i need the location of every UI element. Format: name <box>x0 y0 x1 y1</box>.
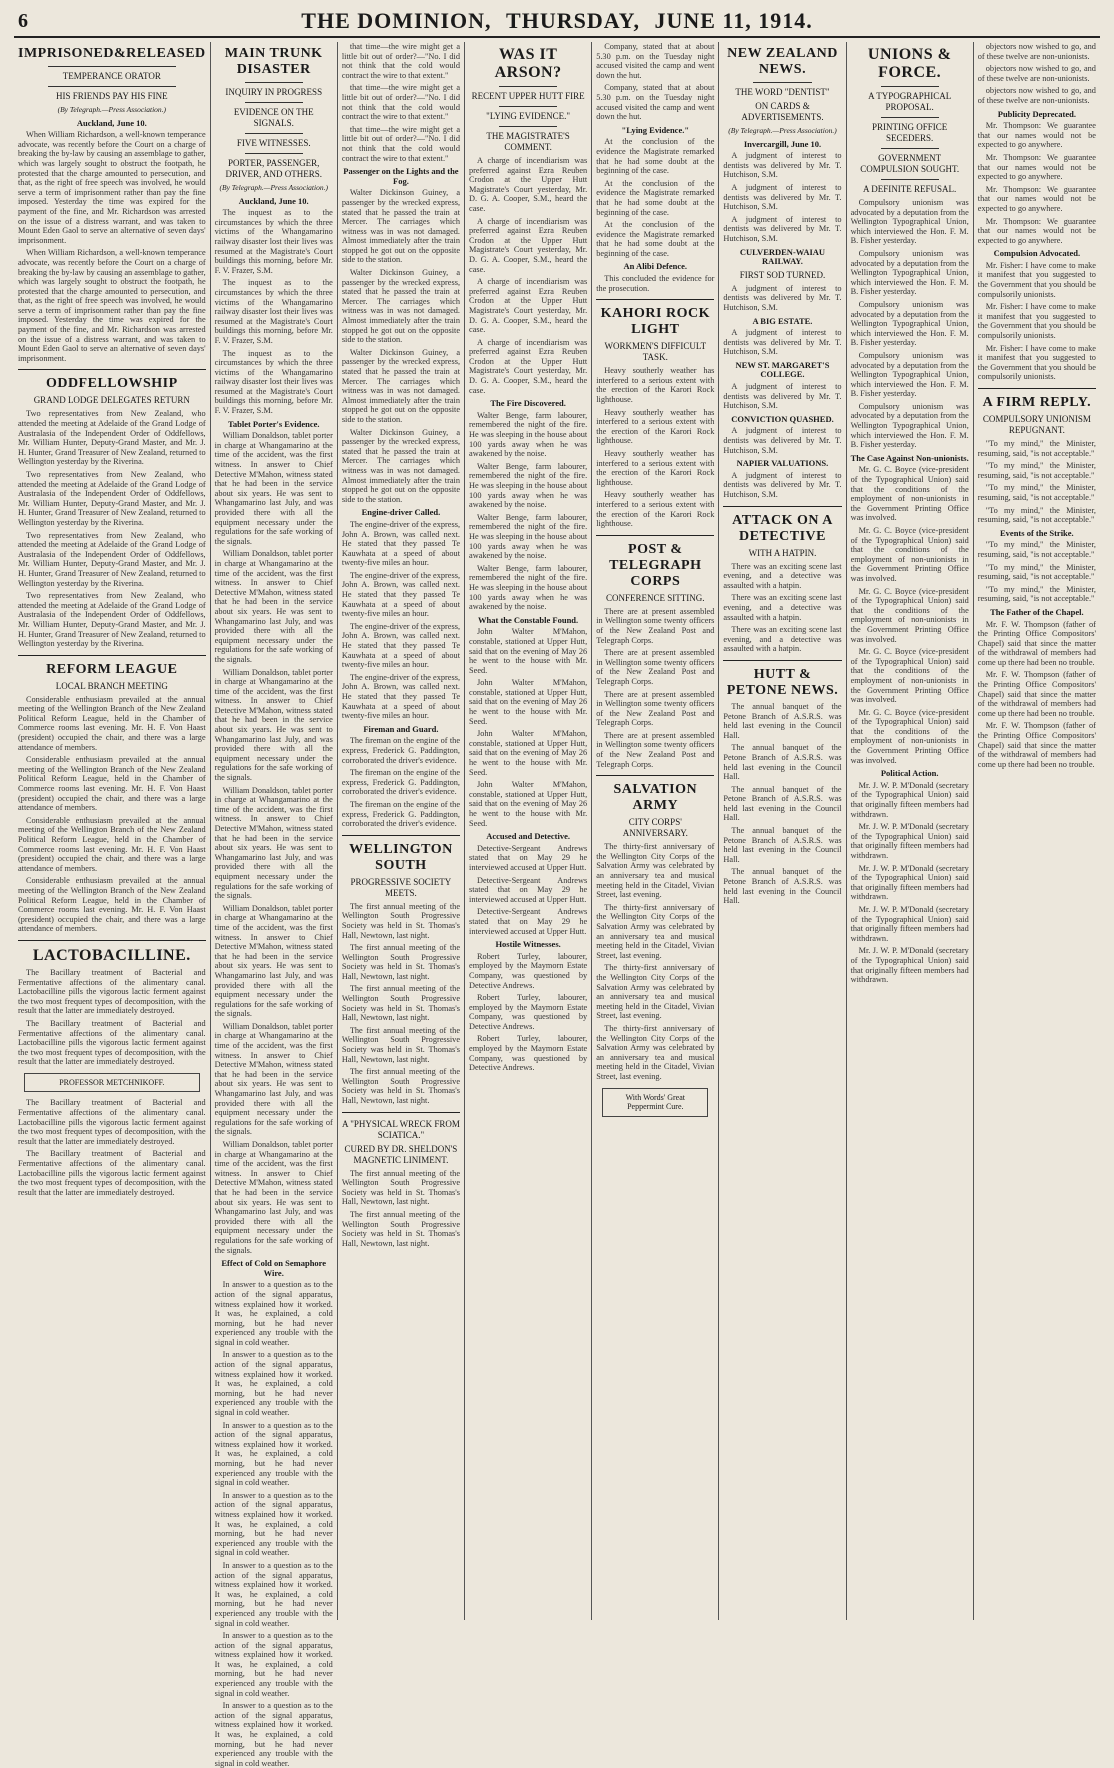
article-text: "To my mind," the Minister, resuming, said, "is not acceptable." <box>977 562 1096 582</box>
article-text: A judgment of interest to dentists was delivered by Mr. T. Hutchison, S.M. <box>723 182 842 212</box>
subheading: Effect of Cold on Semaphore Wire. <box>221 1258 327 1278</box>
place-date: Invercargill, June 10. <box>743 138 822 149</box>
article-text: Mr. J. W. P. M'Donald (secretary of the Typographical Union) said that originally fifteen members had withdrawn. <box>850 946 969 985</box>
article-text: "To my mind," the Minister, resuming, said, "is not acceptable." <box>977 505 1096 525</box>
article-text: The annual banquet of the Petone Branch of A.S.R.S. was held last evening in the Council Hall. <box>723 701 842 740</box>
article-text: The thirty-first anniversary of the Wellington City Corps of the Salvation Army was celebrated by an anniversary tea and musical meeting held in the Citadel, Vivian Street, last evening. <box>596 1023 715 1081</box>
article-text: In answer to a question as to the action of the signal apparatus, witness explained how it worked. It was, he explained, a cold morning, but he had never experienced any trouble with the signal in cold weather. <box>214 1490 333 1558</box>
article-text: Walter Dickinson Guiney, a passenger by the wrecked express, stated that he passed the train at Mercer. The carriages which witness was in was not damaged. Almost immediately after the train stopped he got out on the opposite side to the station. <box>341 427 461 504</box>
article-text: There are at present assembled in Wellington some twenty officers of the New Zealand Post and Telegraph Corps. <box>596 606 715 645</box>
article-text: The engine-driver of the express, John A. Brown, was called next. He stated that they passed Te Kauwhata at a speed of about twenty-five miles an hour. <box>341 672 461 721</box>
article-text: Robert Turley, labourer, employed by the Maymorn Estate Company, was questioned by Detective Andrews. <box>469 1034 588 1073</box>
article-text: Detective-Sergeant Andrews stated that on May 29 he interviewed accused at Upper Hutt. <box>469 875 588 904</box>
article-text: Compulsory unionism was advocated by a deputation from the Wellington Typographical Union, which interviewed the Hon. F. M. B. Fisher yesterday. <box>850 350 969 399</box>
article-text: "To my mind," the Minister, resuming, said, "is not acceptable." <box>977 584 1096 604</box>
article-text: Two representatives from New Zealand, who attended the meeting at Adelaide of the Grand Lodge of Australasia of the Independent Order of Oddfellows, Mr. William Hunter, Deputy-Grand Master, and Mr. J. H. Hunter, Grand Treasurer of New Zealand, returned to Wellington yesterday by the Riverina. <box>18 470 206 527</box>
article-text: that time—the wire might get a little bit out of order?—"No. I did not think that the cold would contract the wire to that extent." <box>341 124 461 163</box>
article-text: The fireman on the engine of the express, Frederick G. Paddington, corroborated the driver's evidence. <box>341 799 461 829</box>
headline-oddfellowship: ODDFELLOWSHIP <box>45 376 178 392</box>
article-text: Company, stated that at about 5.30 p.m. on the Tuesday night accused visited the camp and went down the hut. <box>596 42 715 80</box>
article-text: William Donaldson, tablet porter in charge at Whangamarino at the time of the accident, was the first witness. In answer to Chief Detective M'Mahon, witness stated that he had been in the service about six years. He was sent to Whangamarino last July, and was provided there with all the equipment necessary under the regulations for the safe working of the signals. <box>214 1021 333 1137</box>
subheading: Compulsion Advocated. <box>993 248 1081 259</box>
deck: HIS FRIENDS PAY HIS FINE <box>56 91 168 101</box>
article-text: Mr. Thompson: We guarantee that our names would not be expected to go anywhere. <box>977 216 1096 245</box>
article-text: The inquest as to the circumstances by which the three victims of the Whangamarino railway disaster lost their lives was resumed at the Magistrate's Court buildings this morning, before Mr. F. V. Frazer, S.M. <box>214 348 333 416</box>
article-text: The annual banquet of the Petone Branch of A.S.R.S. was held last evening in the Council Hall. <box>723 867 842 906</box>
article-text: A charge of incendiarism was preferred against Ezra Reuben Crodon at the Upper Hutt Magistrate's Court yesterday, Mr. D. G. A. Cooper, S.M., heard the case. <box>469 156 588 213</box>
article-text: Heavy southerly weather has interfered to a serious extent with the erection of the Karori Rock lighthouse. <box>596 407 715 446</box>
article-text: At the conclusion of the evidence the Magistrate remarked that he had some doubt at the beginning of the case. <box>596 137 715 176</box>
headline-arson: WAS IT ARSON? <box>494 46 562 81</box>
deck: A TYPOGRAPHICAL PROPOSAL. <box>868 91 952 112</box>
article-text: The thirty-first anniversary of the Wellington City Corps of the Salvation Army was celebrated by an anniversary tea and musical meeting held in the Citadel, Vivian Street, last evening. <box>596 902 715 960</box>
article-text: Compulsory unionism was advocated by a deputation from the Wellington Typographical Union, which interviewed the Hon. F. M. B. Fisher yesterday. <box>850 401 969 450</box>
deck: WITH A HATPIN. <box>748 547 817 558</box>
article-text: John Walter M'Mahon, constable, stationed at Upper Hutt, said that on the evening of May 26 he went to the house with Mr. Seed. <box>469 729 588 777</box>
deck: ON CARDS & ADVERTISEMENTS. <box>741 101 824 122</box>
deck: FIVE WITNESSES. <box>236 138 311 148</box>
article-text: A charge of incendiarism was preferred against Ezra Reuben Crodon at the Upper Hutt Magistrate's Court yesterday, Mr. D. G. A. Cooper, S.M., heard the case. <box>469 337 588 395</box>
advertisement: PROFESSOR METCHNIKOFF. <box>24 1073 200 1093</box>
deck: PORTER, PASSENGER, DRIVER, AND OTHERS. <box>225 158 322 179</box>
page-number: 6 <box>18 10 28 32</box>
article-text: The thirty-first anniversary of the Wellington City Corps of the Salvation Army was celebrated by an anniversary tea and musical meeting held in the Citadel, Vivian Street, last evening. <box>596 963 715 1021</box>
article-text: objectors now wished to go, and of these twelve are non-unionists. <box>977 86 1096 105</box>
article-text: William Donaldson, tablet porter in charge at Whangamarino at the time of the accident, was the first witness. In answer to Chief Detective M'Mahon, witness stated that he had been in the service about six years. He was sent to Whangamarino last July, and was provided there with all the equipment necessary under the regulations for the safe working of the signals. <box>214 1140 333 1255</box>
article-text: "To my mind," the Minister, resuming, said, "is not acceptable." <box>977 439 1096 458</box>
article-text: In answer to a question as to the action of the signal apparatus, witness explained how it worked. It was, he explained, a cold morning, but he had never experienced any trouble with the signal in cold weather. <box>214 1420 333 1488</box>
article-text: The first annual meeting of the Wellington South Progressive Society was held in St. Thomas's Hall, Newtown, last night. <box>341 1025 461 1064</box>
article-text: The inquest as to the circumstances by which the three victims of the Whangamarino railway disaster lost their lives was resumed at the Magistrate's Court buildings this morning, before Mr. F. V. Frazer, S.M. <box>214 278 333 345</box>
headline-reform-league: REFORM LEAGUE <box>46 661 178 677</box>
article-text: The Bacillary treatment of Bacterial and Fermentative affections of the alimentary canal. Lactobacilline pills the vigorous lactic ferment against the two most frequent types of decomposition, with the result that the latter are immediately destroyed. <box>18 967 206 1016</box>
deck: "LYING EVIDENCE." <box>486 111 571 121</box>
article-text: In answer to a question as to the action of the signal apparatus, witness explained how it worked. It was, he explained, a cold morning, but he had never experienced any trouble with the signal in cold weather. <box>214 1350 333 1418</box>
subheading: "Lying Evidence." <box>621 124 690 135</box>
article-text: "To my mind," the Minister, resuming, said, "is not acceptable." <box>977 483 1096 502</box>
article-text: The annual banquet of the Petone Branch of A.S.R.S. was held last evening in the Council Hall. <box>723 826 842 864</box>
article-text: The annual banquet of the Petone Branch of A.S.R.S. was held last evening in the Council Hall. <box>723 743 842 782</box>
article-text: William Donaldson, tablet porter in charge at Whangamarino at the time of the accident, was the first witness. In answer to Chief Detective M'Mahon, witness stated that he had been in the service about six years. He was sent to Whangamarino last July, and was provided there with all the equipment necessary under the regulations for the safe working of the signals. <box>214 785 333 901</box>
dateline: (By Telegraph.—Press Association.) <box>728 126 837 135</box>
article-text: Mr. J. W. P. M'Donald (secretary of the Typographical Union) said that originally fifteen members had withdrawn. <box>850 863 969 902</box>
subheading: Fireman and Guard. <box>363 723 439 734</box>
article-text: Robert Turley, labourer, employed by the Maymorn Estate Company, was questioned by Detective Andrews. <box>469 993 588 1031</box>
headline-firm-reply: A FIRM REPLY. <box>982 395 1092 410</box>
article-text: The fireman on the engine of the express, Frederick G. Paddington, corroborated the driver's evidence. <box>341 736 461 765</box>
issue-date: JUNE 11, 1914. <box>654 8 813 33</box>
article-text: A judgment of interest to dentists was delivered by Mr. T. Hutchison, S.M. <box>723 151 842 180</box>
place-date: Auckland, June 10. <box>76 117 147 128</box>
deck: PRINTING OFFICE SECEDERS. <box>872 122 948 143</box>
column-1 <box>14 42 211 1620</box>
deck: CONFERENCE SITTING. <box>606 592 705 603</box>
article-text: Two representatives from New Zealand, who attended the meeting at Adelaide of the Grand Lodge of Australasia of the Independent Order of Oddfellows, Mr. William Hunter, Deputy-Grand Master, and Mr. J. H. Hunter, Grand Treasurer of New Zealand, returned to Wellington yesterday by the Riverina. <box>18 409 206 467</box>
article-text: objectors now wished to go, and of these twelve are non-unionists. <box>977 64 1096 83</box>
article-text: Heavy southerly weather has interfered to a serious extent with the erection of the Karori Rock lighthouse. <box>596 449 715 487</box>
article-text: Mr. F. W. Thompson (father of the Printing Office Compositors' Chapel) said that since the matter of the withdrawal of members had come up there had been no trouble. <box>977 670 1096 718</box>
dateline: (By Telegraph.—Press Association.) <box>219 183 328 192</box>
deck: FIRST SOD TURNED. <box>739 269 826 280</box>
article-text: Walter Benge, farm labourer, remembered the night of the fire. He was sleeping in the house about 100 yards away when he was awakened by the noise. <box>469 563 588 612</box>
subheading: An Alibi Defence. <box>623 261 688 272</box>
ad-headline: CURED BY DR. SHELDON'S MAGNETIC LINIMENT. <box>344 1143 458 1165</box>
deck: A DEFINITE REFUSAL. <box>863 184 957 194</box>
headline-nz-news: NEW ZEALAND NEWS. <box>727 46 838 77</box>
column-6 <box>719 42 846 1620</box>
article-text: John Walter M'Mahon, constable, stationed at Upper Hutt, said that on the evening of May 26 he went to the house with Mr. Seed. <box>469 780 588 828</box>
masthead <box>14 6 1100 38</box>
article-text: In answer to a question as to the action of the signal apparatus, witness explained how it worked. It was, he explained, a cold morning, but he had never experienced any trouble with the signal in cold weather. <box>214 1280 333 1347</box>
subheading: Hostile Witnesses. <box>495 939 561 950</box>
article-text: The first annual meeting of the Wellington South Progressive Society was held in St. Thomas's Hall, Newtown, last night. <box>341 943 461 981</box>
deck: COMPULSORY UNIONISM REPUGNANT. <box>982 414 1091 435</box>
article-text: There was an exciting scene last evening, and a detective was assaulted with a hatpin. <box>723 625 842 654</box>
paper-title: THE DOMINION, <box>301 8 492 33</box>
article-text: In answer to a question as to the action of the signal apparatus, witness explained how it worked. It was, he explained, a cold morning, but he had never experienced any trouble with the signal in cold weather. <box>214 1560 333 1628</box>
article-text: "To my mind," the Minister, resuming, said, "is not acceptable." <box>977 540 1096 559</box>
subheading: Political Action. <box>880 768 939 779</box>
deck: INQUIRY IN PROGRESS <box>225 87 323 97</box>
article-text: John Walter M'Mahon, constable, stationed at Upper Hutt, said that on the evening of May 26 he went to the house with Mr. Seed. <box>469 627 588 675</box>
article-text: A judgment of interest to dentists was delivered by Mr. T. Hutchison, S.M. <box>723 382 842 411</box>
article-text: Mr. Fisher: I have come to make it manifest that you suggested to the Government that you should be compulsorily unionists. <box>977 260 1096 299</box>
article-text: Walter Dickinson Guiney, a passenger by the wrecked express, stated that he passed the train at Mercer. The carriages which witness was in was not damaged. Almost immediately after the train stopped he got out on the opposite side to the station. <box>341 347 461 424</box>
article-text: Mr. Fisher: I have come to make it manifest that you suggested to the Government that you should be compulsorily unionists. <box>977 302 1096 341</box>
article-text: William Donaldson, tablet porter in charge at Whangamarino at the time of the accident, was the first witness. In answer to Chief Detective M'Mahon, witness stated that he had been in the service about six years. He was sent to Whangamarino last July, and was provided there with all the equipment necessary under the regulations for the safe working of the signals. <box>214 549 333 664</box>
article-text: There are at present assembled in Wellington some twenty officers of the New Zealand Post and Telegraph Corps. <box>596 730 715 769</box>
advertisement: With Words' Great Peppermint Cure. <box>602 1088 708 1117</box>
article-text: Mr. G. C. Boyce (vice-president of the Typographical Union) said that the conditions of the employment of non-unionists in the Government Printing Office was involved. <box>850 586 969 644</box>
subheading: What the Constable Found. <box>478 614 579 625</box>
issue-day: THURSDAY, <box>506 8 640 33</box>
subheading: Passenger on the Lights and the Fog. <box>343 166 459 186</box>
deck: PROGRESSIVE SOCIETY MEETS. <box>350 876 452 898</box>
subheading: Events of the Strike. <box>1000 527 1074 538</box>
article-text: Robert Turley, labourer, employed by the Maymorn Estate Company, was questioned by Detective Andrews. <box>469 951 588 990</box>
article-text: Heavy southerly weather has interfered to a serious extent with the erection of the Karori Rock lighthouse. <box>596 366 715 405</box>
subheading: Accused and Detective. <box>486 831 571 842</box>
article-text: Compulsory unionism was advocated by a deputation from the Wellington Typographical Union, which interviewed the Hon. F. M. B. Fisher yesterday. <box>850 299 969 348</box>
headline-imprisoned: IMPRISONED&RELEASED <box>18 46 206 61</box>
article-text: The first annual meeting of the Wellington South Progressive Society was held in St. Thomas's Hall, Newtown, last night. <box>341 901 461 940</box>
headline-karori-rock: KAHORI ROCK LIGHT <box>600 306 710 338</box>
article-text: Detective-Sergeant Andrews stated that on May 29 he interviewed accused at Upper Hutt. <box>469 907 588 936</box>
article-text: In answer to a question as to the action of the signal apparatus, witness explained how it worked. It was, he explained, a cold morning, but he had never experienced any trouble with the signal in cold weather. <box>214 1701 333 1768</box>
masthead-title <box>297 8 816 34</box>
headline-main-trunk: MAIN TRUNK DISASTER <box>224 46 323 77</box>
article-text: The engine-driver of the express, John A. Brown, was called next. He stated that they passed Te Kauwhata at a speed of about twenty-five miles an hour. <box>341 519 461 568</box>
article-text: that time—the wire might get a little bit out of order?—"No. I did not think that the cold would contract the wire to that extent." <box>341 83 461 122</box>
article-text: The inquest as to the circumstances by which the three victims of the Whangamarino railway disaster lost their lives was resumed at the Magistrate's Court buildings this morning, before Mr. F. V. Frazer, S.M. <box>214 208 333 275</box>
article-text: Walter Dickinson Guiney, a passenger by the wrecked express, stated that he passed the train at Mercer. The carriages which witness was in was not damaged. Almost immediately after the train stopped he got out on the opposite side to the station. <box>341 188 461 265</box>
article-text: Walter Benge, farm labourer, remembered the night of the fire. He was sleeping in the house about 100 yards away when he was awakened by the noise. <box>469 512 588 561</box>
deck: EVIDENCE ON THE SIGNALS. <box>233 107 314 128</box>
article-text: Walter Dickinson Guiney, a passenger by the wrecked express, stated that he passed the train at Mercer. The carriages which witness was in was not damaged. Almost immediately after the train stopped he got out on the opposite side to the station. <box>341 268 461 345</box>
column-8 <box>974 42 1100 1620</box>
deck: THE WORD "DENTIST" <box>735 87 830 97</box>
column-4 <box>465 42 592 1620</box>
place-date: Auckland, June 10. <box>238 195 309 206</box>
article-text: William Donaldson, tablet porter in charge at Whangamarino at the time of the accident, was the first witness. In answer to Chief Detective M'Mahon, witness stated that he had been in the service about six years. He was sent to Whangamarino last July, and was provided there with all the equipment necessary under the regulations for the safe working of the signals. <box>214 903 333 1019</box>
article-text: The annual banquet of the Petone Branch of A.S.R.S. was held last evening in the Council Hall. <box>723 784 842 823</box>
article-text: A charge of incendiarism was preferred against Ezra Reuben Crodon at the Upper Hutt Magistrate's Court yesterday, Mr. D. G. A. Cooper, S.M., heard the case. <box>469 277 588 335</box>
headline-unions-force: UNIONS & FORCE. <box>867 46 952 81</box>
article-text: The first annual meeting of the Wellington South Progressive Society was held in St. Thomas's Hall, Newtown, last night. <box>341 984 461 1023</box>
article-text: Mr. G. C. Boyce (vice-president of the Typographical Union) said that the conditions of the employment of non-unionists in the Government Printing Office was involved. <box>850 647 969 705</box>
article-text: Heavy southerly weather has interfered to a serious extent with the erection of the Karori Rock lighthouse. <box>596 490 715 529</box>
article-text: William Donaldson, tablet porter in charge at Whangamarino at the time of the accident, was the first witness. In answer to Chief Detective M'Mahon, witness stated that he had been in the service about six years. He was sent to Whangamarino last July, and was provided there with all the equipment necessary under the regulations for the safe working of the signals. <box>214 431 333 546</box>
subheading: Publicity Deprecated. <box>997 108 1076 119</box>
article-text: A judgment of interest to dentists was delivered by Mr. T. Hutchison, S.M. <box>723 214 842 243</box>
subheading: Engine-driver Called. <box>361 507 441 518</box>
article-text: The Bacillary treatment of Bacterial and Fermentative affections of the alimentary canal. Lactobacilline pills the vigorous lactic ferment against the two most frequent types of decomposition, with the result that the latter are immediately destroyed. <box>18 1018 206 1067</box>
deck: RECENT UPPER HUTT FIRE <box>471 91 585 101</box>
headline-post-telegraph: POST & TELEGRAPH CORPS <box>609 541 702 589</box>
article-text: The Bacillary treatment of Bacterial and Fermentative affections of the alimentary canal. Lactobacilline pills the vigorous lactic ferment against the two most frequent types of decomposition, with the result that the latter are immediately destroyed. <box>18 1098 206 1146</box>
column-3 <box>338 42 465 1620</box>
article-text: that time—the wire might get a little bit out of order?—"No. I did not think that the cold would contract the wire to that extent." <box>341 42 461 80</box>
article-text: This concluded the evidence for the prosecution. <box>596 274 715 293</box>
article-text: A judgment of interest to dentists was delivered by Mr. T. Hutchison, S.M. <box>723 283 842 312</box>
subheading: Tablet Porter's Evidence. <box>227 418 320 429</box>
article-text: objectors now wished to go, and of these twelve are non-unionists. <box>977 42 1096 61</box>
deck: WORKMEN'S DIFFICULT TASK. <box>604 341 707 363</box>
article-text: At the conclusion of the evidence the Magistrate remarked that he had some doubt at the beginning of the case. <box>596 220 715 258</box>
article-text: Compulsory unionism was advocated by a deputation from the Wellington Typographical Union, which interviewed the Hon. F. M. B. Fisher yesterday. <box>850 198 969 246</box>
article-text: Mr. G. C. Boyce (vice-president of the Typographical Union) said that the conditions of the employment of non-unionists in the Government Printing Office was involved. <box>850 707 969 765</box>
ad-headline: A "PHYSICAL WRECK FROM SCIATICA." <box>341 1118 460 1140</box>
article-text: Company, stated that at about 5.30 p.m. on the Tuesday night accused visited the camp and went down the hut. <box>596 83 715 122</box>
article-text: There are at present assembled in Wellington some twenty officers of the New Zealand Post and Telegraph Corps. <box>596 689 715 728</box>
article-text: The engine-driver of the express, John A. Brown, was called next. He stated that they passed Te Kauwhata at a speed of about twenty-five miles an hour. <box>341 570 461 619</box>
article-text: A charge of incendiarism was preferred against Ezra Reuben Crodon at the Upper Hutt Magistrate's Court yesterday, Mr. D. G. A. Cooper, S.M., heard the case. <box>469 216 588 274</box>
article-text: Mr. F. W. Thompson (father of the Printing Office Compositors' Chapel) said that since the matter of the withdrawal of members had come up there had been no trouble. <box>977 721 1096 769</box>
article-text: The Bacillary treatment of Bacterial and Fermentative affections of the alimentary canal. Lactobacilline pills the vigorous lactic ferment against the two most frequent types of decomposition, with the result that the latter are immediately destroyed. <box>18 1149 206 1197</box>
article-text: There are at present assembled in Wellington some twenty officers of the New Zealand Post and Telegraph Corps. <box>596 648 715 686</box>
article-text: In answer to a question as to the action of the signal apparatus, witness explained how it worked. It was, he explained, a cold morning, but he had never experienced any trouble with the signal in cold weather. <box>214 1631 333 1698</box>
article-text: Mr. Thompson: We guarantee that our names would not be expected to go anywhere. <box>977 184 1096 213</box>
subheading: A BIG ESTATE. <box>752 315 813 326</box>
article-text: Mr. J. W. P. M'Donald (secretary of the Typographical Union) said that originally fifteen members had withdrawn. <box>850 822 969 860</box>
article-text: The fireman on the engine of the express, Frederick G. Paddington, corroborated the driver's evidence. <box>341 768 461 797</box>
deck: TEMPERANCE ORATOR <box>62 71 161 81</box>
article-text: John Walter M'Mahon, constable, stationed at Upper Hutt, said that on the evening of May 26 he went to the house with Mr. Seed. <box>469 678 588 726</box>
article-text: Walter Benge, farm labourer, remembered the night of the fire. He was sleeping in the house about 100 yards away when he was awakened by the noise. <box>469 461 588 510</box>
subheading: The Father of the Chapel. <box>990 606 1084 617</box>
deck: CITY CORPS' ANNIVERSARY. <box>622 817 688 839</box>
dateline: (By Telegraph.—Press Association.) <box>57 105 167 114</box>
article-text: The first annual meeting of the Wellington South Progressive Society was held in St. Thomas's Hall, Newtown, last night. <box>341 1209 461 1248</box>
subheading: The Case Against Non-unionists. <box>850 452 969 463</box>
subheading: NEW ST. MARGARET'S COLLEGE. <box>735 359 830 380</box>
article-text: "To my mind," the Minister, resuming, said, "is not acceptable." <box>977 461 1096 480</box>
deck: GOVERNMENT COMPULSION SOUGHT. <box>860 153 960 174</box>
article-text: Considerable enthusiasm prevailed at the annual meeting of the Wellington Branch of the New Zealand Political Reform League, held in the Chamber of Commerce rooms last evening. Mr. H. F. Von Haast (president) occupied the chair, and there was a large attendance of members. <box>18 815 206 873</box>
article-text: Compulsory unionism was advocated by a deputation from the Wellington Typographical Union, which interviewed the Hon. F. M. B. Fisher yesterday. <box>850 248 969 297</box>
headline-hutt-petone: HUTT & PETONE NEWS. <box>726 666 839 698</box>
article-text: Walter Benge, farm labourer, remembered the night of the fire. He was sleeping in the house about 100 yards away when he was awakened by the noise. <box>469 410 588 459</box>
deck: LOCAL BRANCH MEETING <box>55 680 168 691</box>
article-text: Mr. J. W. P. M'Donald (secretary of the Typographical Union) said that originally fifteen members had withdrawn. <box>850 780 969 819</box>
article-text: A judgment of interest to dentists was delivered by Mr. T. Hutchison, S.M. <box>723 426 842 455</box>
subheading: The Fire Discovered. <box>490 398 566 409</box>
article-text: A judgment of interest to dentists was delivered by Mr. T. Hutchison, S.M. <box>723 328 842 357</box>
article-text: Mr. J. W. P. M'Donald (secretary of the Typographical Union) said that originally fifteen members had withdrawn. <box>850 904 969 943</box>
columns <box>14 42 1100 1768</box>
deck: GRAND LODGE DELEGATES RETURN <box>33 395 190 406</box>
article-text: When William Richardson, a well-known temperance advocate, was recently before the Court on a charge of breaking the by-law by causing an assemblage to gather, which was largely sought to obstruct the footpath, he protested that the charge amounted to persecution, and that, as the right of free speech was involved, he would serve a term of imprisonment rather than pay the fine imposed. Yesterday the time was expired for the payment of the fine, and Mr. Richardson was arrested on the issue of a distress warrant, and was taken to Mount Eden Gaol to serve an alternative of seven days' imprisonment. <box>18 248 206 363</box>
article-text: Mr. Fisher: I have come to make it manifest that you suggested to the Government that you should be compulsorily unionists. <box>977 343 1096 382</box>
article-text: The engine-driver of the express, John A. Brown, was called next. He stated that they passed Te Kauwhata at a speed of about twenty-five miles an hour. <box>341 621 461 670</box>
deck: THE MAGISTRATE'S COMMENT. <box>486 131 570 152</box>
article-text: Two representatives from New Zealand, who attended the meeting at Adelaide of the Grand Lodge of Australasia of the Independent Order of Oddfellows, Mr. William Hunter, Deputy-Grand Master, and Mr. J. H. Hunter, Grand Treasurer of New Zealand, returned to Wellington yesterday by the Riverina. <box>18 530 206 588</box>
headline-salvation-army: SALVATION ARMY <box>613 782 698 814</box>
article-text: A judgment of interest to dentists was delivered by Mr. T. Hutchison, S.M. <box>723 470 842 499</box>
article-text: The first annual meeting of the Wellington South Progressive Society was held in St. Thomas's Hall, Newtown, last night. <box>341 1067 461 1105</box>
article-text: Detective-Sergeant Andrews stated that on May 29 he interviewed accused at Upper Hutt. <box>469 843 588 872</box>
headline-attack-detective: ATTACK ON A DETECTIVE <box>732 512 833 544</box>
article-text: The first annual meeting of the Wellington South Progressive Society was held in St. Thomas's Hall, Newtown, last night. <box>341 1168 461 1207</box>
article-text: Considerable enthusiasm prevailed at the annual meeting of the Wellington Branch of the New Zealand Political Reform League, held in the Chamber of Commerce rooms last evening. Mr. H. F. Von Haast (president) occupied the chair, and there was a large attendance of members. <box>18 694 206 752</box>
article-text: Mr. G. C. Boyce (vice-president of the Typographical Union) said that the conditions of the employment of non-unionists in the Government Printing Office was involved. <box>850 526 969 583</box>
article-text: Two representatives from New Zealand, who attended the meeting at Adelaide of the Grand Lodge of Australasia of the Independent Order of Oddfellows, Mr. William Hunter, Deputy-Grand Master, and Mr. J. H. Hunter, Grand Treasurer of New Zealand, returned to Wellington yesterday by the Riverina. <box>18 591 206 649</box>
article-text: When William Richardson, a well-known temperance advocate, was recently before the Court on a charge of breaking the by-law by causing an assemblage to gather, which was largely sought to obstruct the footpath, he protested that the charge amounted to persecution, and that, as the right of free speech was involved, he would serve a term of imprisonment rather than pay the fine imposed. Yesterday the time was expired for the payment of the fine, and Mr. Richardson was arrested on the issue of a distress warrant, and was taken to Mount Eden Gaol to serve an alternative of seven days' imprisonment. <box>18 130 206 245</box>
headline-wellington-south: WELLINGTON SOUTH <box>349 841 453 873</box>
article-text: Considerable enthusiasm prevailed at the annual meeting of the Wellington Branch of the New Zealand Political Reform League, held in the Chamber of Commerce rooms last evening. Mr. H. F. Von Haast (president) occupied the chair, and there was a large attendance of members. <box>18 755 206 813</box>
article-text: Mr. Thompson: We guarantee that our names would not be expected to go anywhere. <box>977 121 1096 150</box>
article-text: There was an exciting scene last evening, and a detective was assaulted with a hatpin. <box>723 561 842 590</box>
article-text: At the conclusion of the evidence the Magistrate remarked that he had some doubt at the beginning of the case. <box>596 178 715 217</box>
subheading: CONVICTION QUASHED. <box>731 413 834 424</box>
column-5 <box>592 42 719 1620</box>
article-text: Mr. Thompson: We guarantee that our names would not be expected to go anywhere. <box>977 152 1096 182</box>
article-text: There was an exciting scene last evening, and a detective was assaulted with a hatpin. <box>723 593 842 622</box>
column-7 <box>847 42 974 1620</box>
column-2 <box>211 42 338 1768</box>
subheading: NAPIER VALUATIONS. <box>736 458 829 469</box>
article-text: Mr. F. W. Thompson (father of the Printing Office Compositors' Chapel) said that since the matter of the withdrawal of members had come up there had been no trouble. <box>977 619 1096 667</box>
article-text: William Donaldson, tablet porter in charge at Whangamarino at the time of the accident, was the first witness. In answer to Chief Detective M'Mahon, witness stated that he had been in the service about six years. He was sent to Whangamarino last July, and was provided there with all the equipment necessary under the regulations for the safe working of the signals. <box>214 667 333 783</box>
headline-lactobacilline: LACTOBACILLINE. <box>32 946 191 964</box>
article-text: Considerable enthusiasm prevailed at the annual meeting of the Wellington Branch of the New Zealand Political Reform League, held in the Chamber of Commerce rooms last evening. Mr. H. F. Von Haast (president) occupied the chair, and there was a large attendance of members. <box>18 876 206 934</box>
article-text: The thirty-first anniversary of the Wellington City Corps of the Salvation Army was celebrated by an anniversary tea and musical meeting held in the Citadel, Vivian Street, last evening. <box>596 842 715 900</box>
subheading: CULVERDEN-WAIAU RAILWAY. <box>739 246 826 267</box>
article-text: Mr. G. C. Boyce (vice-president of the Typographical Union) said that the conditions of the employment of non-unionists in the Government Printing Office was involved. <box>850 465 969 523</box>
